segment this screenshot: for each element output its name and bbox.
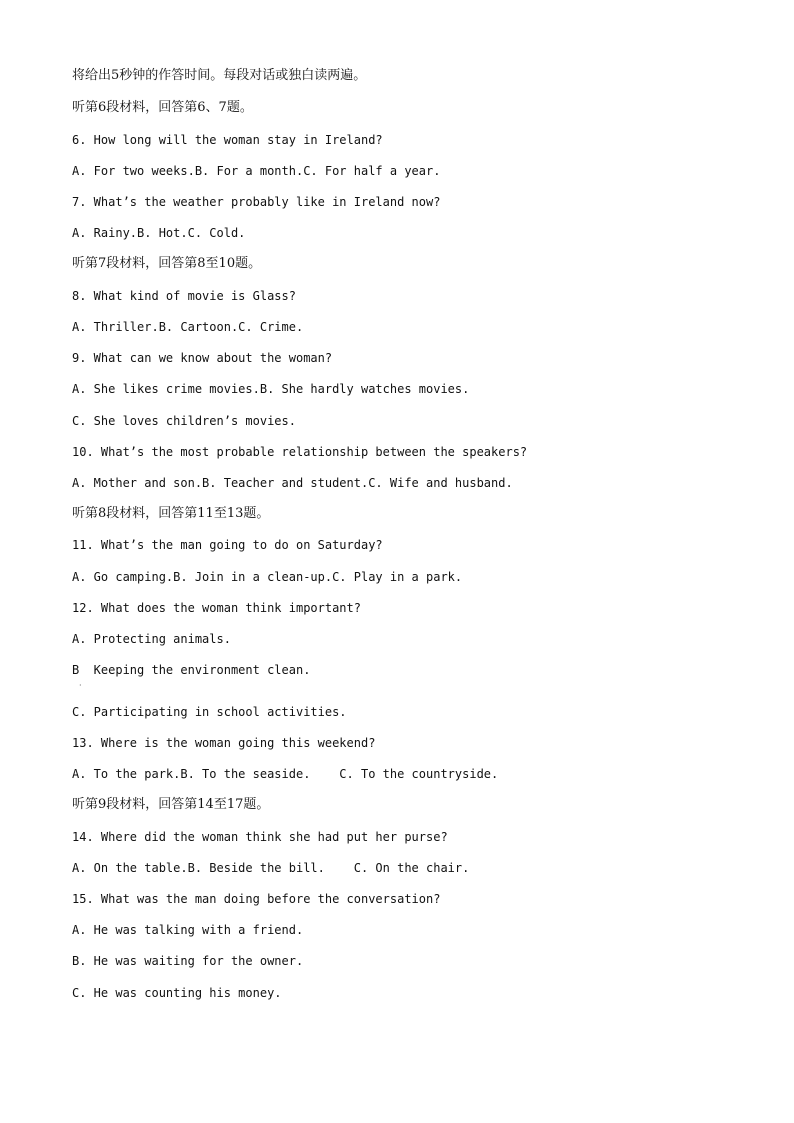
options-8: A. Thriller.B. Cartoon.C. Crime. (72, 320, 304, 334)
stray-mark: · (79, 681, 82, 690)
section-heading-7: 听第7段材料，回答第8至10题。 (72, 256, 262, 271)
options-14: A. On the table.B. Beside the bill. C. On the chair. (72, 861, 470, 875)
question-9: 9. What can we know about the woman? (72, 351, 333, 365)
question-14: 14. Where did the woman think she had put her purse? (72, 830, 448, 844)
question-6: 6. How long will the woman stay in Ireland? (72, 133, 383, 147)
options-7: A. Rainy.B. Hot.C. Cold. (72, 226, 246, 240)
options-9-c: C. She loves children’s movies. (72, 414, 296, 428)
options-15-a: A. He was talking with a friend. (72, 923, 304, 937)
options-12-c: C. Participating in school activities. (72, 705, 347, 719)
options-15-b: B. He was waiting for the owner. (72, 954, 304, 968)
options-9-ab: A. She likes crime movies.B. She hardly watches movies. (72, 382, 470, 396)
question-15: 15. What was the man doing before the conversation? (72, 892, 441, 906)
options-15-c: C. He was counting his money. (72, 986, 282, 1000)
question-7: 7. What’s the weather probably like in Ireland now? (72, 195, 441, 209)
section-heading-6: 听第6段材料，回答第6、7题。 (72, 100, 253, 115)
question-13: 13. Where is the woman going this weekend? (72, 736, 376, 750)
question-11: 11. What’s the man going to do on Saturday? (72, 538, 383, 552)
options-12-b: B Keeping the environment clean. (72, 663, 311, 677)
section-heading-9: 听第9段材料，回答第14至17题。 (72, 797, 270, 812)
options-12-a: A. Protecting animals. (72, 632, 231, 646)
question-12: 12. What does the woman think important? (72, 601, 361, 615)
options-11: A. Go camping.B. Join in a clean-up.C. Play in a park. (72, 570, 463, 584)
options-10: A. Mother and son.B. Teacher and student.C. Wife and husband. (72, 476, 513, 490)
instruction-line: 将给出5秒钟的作答时间。每段对话或独白读两遍。 (72, 68, 367, 83)
question-8: 8. What kind of movie is Glass? (72, 289, 296, 303)
question-10: 10. What’s the most probable relationship between the speakers? (72, 445, 528, 459)
options-6: A. For two weeks.B. For a month.C. For half a year. (72, 164, 441, 178)
section-heading-8: 听第8段材料，回答第11至13题。 (72, 506, 270, 521)
options-13: A. To the park.B. To the seaside. C. To the countryside. (72, 767, 499, 781)
